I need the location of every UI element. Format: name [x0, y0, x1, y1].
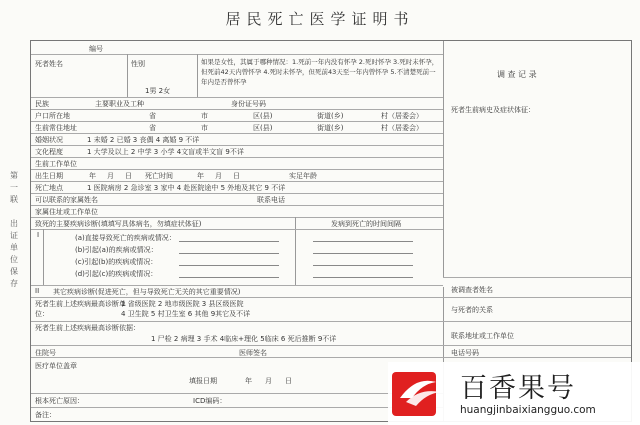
other-diseases-label: 其它疾病诊断(促进死亡，但与导致死亡无关的其它重要情况) [53, 288, 241, 296]
marital-options: 1 未婚 2 已婚 3 丧偶 4 离婚 9 不详 [87, 136, 200, 144]
year-label: 年 [89, 172, 96, 180]
cause-d-label: (d)引起(c)的疾病或情况： [75, 270, 158, 278]
name-label: 死者姓名 [35, 60, 63, 68]
part-two-label: II [35, 287, 40, 295]
residence-label: 生前常住地址 [35, 124, 77, 132]
death-place-label: 死亡地点 [35, 184, 63, 192]
family-name-label: 可以联系的家属姓名 [35, 196, 98, 204]
street-label: 街道(乡) [317, 112, 344, 120]
day-label: 日 [125, 172, 132, 180]
education-options: 1 大学及以上 2 中学 3 小学 4文盲或半文盲 9不详 [87, 148, 244, 156]
basis-options: 1 尸检 2 病理 3 手术 4临床+理化 5临床 6 死后推断 9不详 [151, 335, 337, 343]
province-label: 省 [149, 112, 156, 120]
marital-label: 婚姻状况 [35, 136, 63, 144]
year-label: 年 [197, 172, 204, 180]
death-time-label: 死亡时间 [145, 172, 173, 180]
remarks-label: 备注： [35, 411, 56, 419]
institution-seal-label: 医疗单位盖章 [35, 362, 77, 370]
province-label: 省 [149, 124, 156, 132]
phone-label: 联系电话 [257, 196, 285, 204]
number-label: 编号 [89, 45, 103, 53]
issue-day-label: 日 [285, 377, 292, 385]
death-place-options: 1 医院病房 2 急诊室 3 家中 4 赴医院途中 5 外地及其它 9 不详 [87, 184, 286, 192]
copy-side-label: 第 一 联 出 证 单 位 保 存 [10, 171, 18, 288]
workplace-label: 生前工作单位 [35, 160, 77, 168]
district-label: 区(县) [253, 112, 273, 120]
hukou-label: 户口所在地 [35, 112, 70, 120]
hospital-options-2: 4 卫生院 5 村卫生室 6 其他 9其它及不详 [121, 310, 251, 318]
family-address-label: 家属住址或工作单位 [35, 208, 98, 216]
divider [443, 41, 444, 277]
city-label: 市 [201, 124, 208, 132]
hospital-level-label: 死者生前上述疾病最高诊断单位： [35, 300, 126, 318]
cause-c-label: (c)引起(b)的疾病或情况： [75, 258, 158, 266]
hospital-options-1: 1 省级医院 2 地市级医院 3 县区级医院 [121, 300, 244, 308]
basis-label: 死者生前上述疾病最高诊断依据： [35, 324, 140, 332]
illness-history-label: 死者生前病史及症状体征： [451, 106, 535, 114]
gender-label: 性别 [131, 60, 145, 68]
relation-label: 与死者的关系 [451, 306, 493, 314]
phone-number-label: 电话号码 [451, 349, 479, 357]
issue-month-label: 月 [265, 377, 272, 385]
cause-a-label: (a)直接导致死亡的疾病或情况： [75, 234, 176, 242]
district-label: 区(县) [253, 124, 273, 132]
site-watermark [388, 362, 640, 425]
root-cause-label: 根本死亡原因： [35, 397, 84, 405]
actual-age-label: 实足年龄 [289, 172, 317, 180]
watermark-name: 百香果号 [460, 373, 576, 404]
cause-b-label: (b)引起(a)的疾病或情况： [75, 246, 158, 254]
gender-options: 1男 2女 [145, 87, 171, 95]
contact-address-label: 联系地址或工作单位 [451, 332, 514, 340]
investigation-record-title: 调 查 记 录 [497, 70, 537, 79]
village-label: 村（居委会） [381, 124, 423, 132]
icd-code-label: ICD编码： [193, 397, 227, 405]
village-label: 村（居委会） [381, 112, 423, 120]
watermark-url: huangjinbaixiangguo.com [460, 404, 596, 416]
id-number-label: 身份证号码 [231, 100, 266, 108]
physician-signature-label: 医师签名 [239, 349, 267, 357]
birth-date-label: 出生日期 [35, 172, 63, 180]
month-label: 月 [215, 172, 222, 180]
interval-header: 发病到死亡的时间间隔 [331, 220, 401, 228]
cause-header: 致死的主要疾病诊断(填填写具体病名，勿填症状体征) [35, 220, 202, 228]
part-one-label: I [37, 231, 40, 239]
occupation-label: 主要职业及工种 [95, 100, 144, 108]
document-title: 居民死亡医学证明书 [225, 10, 415, 28]
issue-date-label: 填报日期 [189, 377, 217, 385]
female-pregnancy-note: 如果是女性，其属于哪种情况：1.死前一年内没有怀孕 2.死时怀孕 3.死时未怀孕，但死前42天内曾怀孕 4.死时未怀孕，但死前43天至一年内曾怀孕 5.不清楚死前一年内是否曾怀孕 [201, 58, 439, 86]
street-label: 街道(乡) [317, 124, 344, 132]
inpatient-number-label: 住院号 [35, 349, 56, 357]
ethnicity-label: 民族 [35, 100, 49, 108]
education-label: 文化程度 [35, 148, 63, 156]
issue-year-label: 年 [245, 377, 252, 385]
city-label: 市 [201, 112, 208, 120]
watermark-logo-icon [392, 368, 444, 418]
interviewee-label: 被调查者姓名 [451, 286, 493, 294]
day-label: 日 [233, 172, 240, 180]
month-label: 月 [107, 172, 114, 180]
